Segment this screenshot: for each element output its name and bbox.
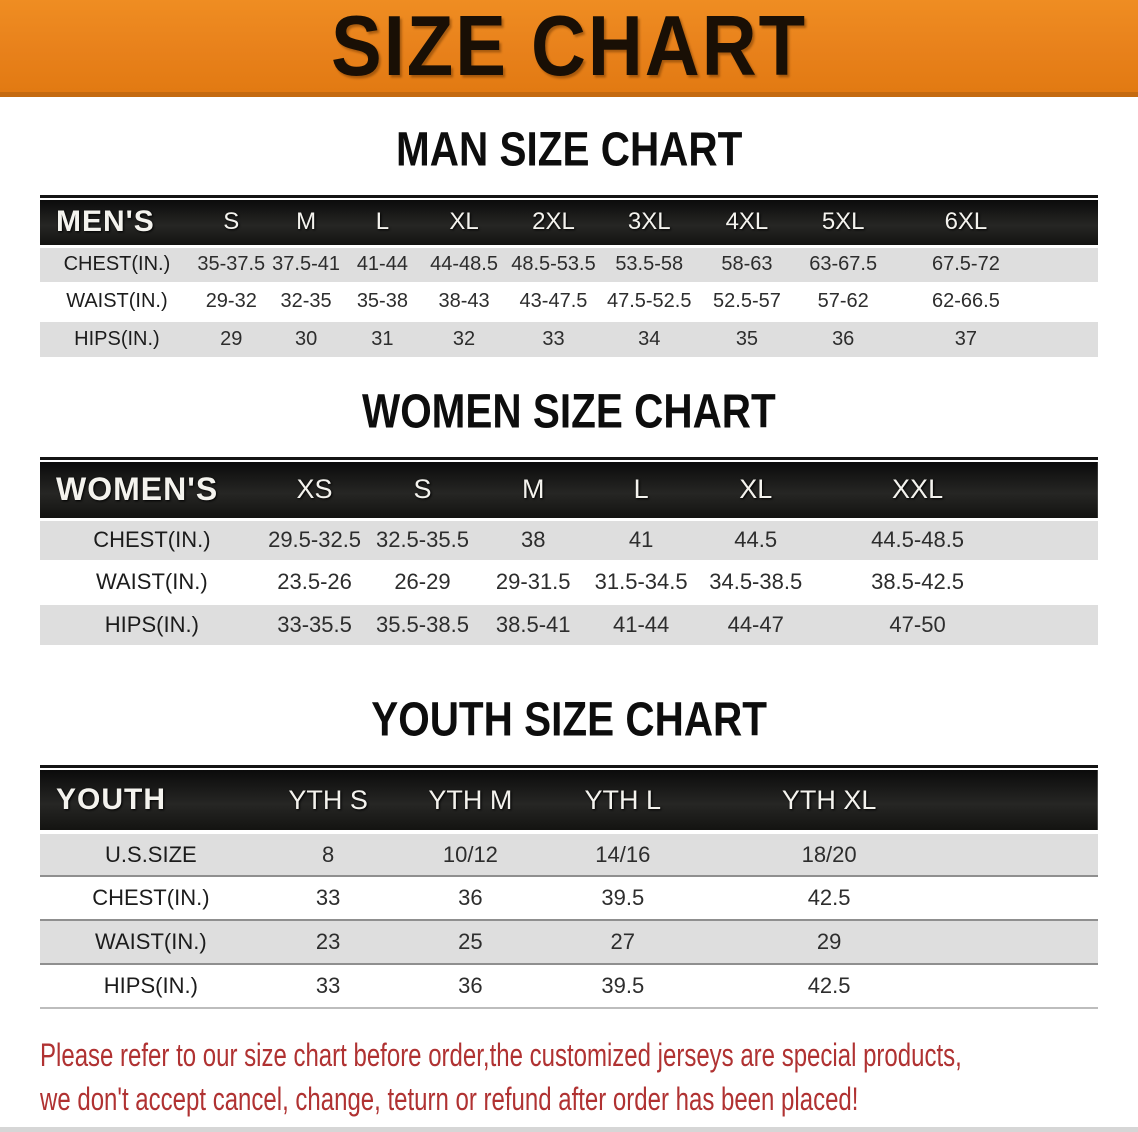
men-section-title: MAN SIZE CHART (395, 122, 743, 177)
row-label: WAIST(IN.) (96, 569, 208, 594)
size-value-cell: 29 (816, 929, 842, 954)
row-label: WAIST(IN.) (95, 929, 207, 954)
size-value-cell: 34 (638, 327, 661, 350)
youth-size-chart-section (0, 692, 1138, 1009)
row-label: CHEST(IN.) (63, 253, 171, 275)
row-label: CHEST(IN.) (93, 527, 211, 552)
size-value-cell: 44.5-48.5 (871, 527, 965, 552)
size-value-cell: 34.5-38.5 (709, 569, 803, 594)
size-value-cell: 33 (542, 327, 565, 350)
size-column-header: YTH S (288, 784, 368, 815)
size-value-cell: 42.5 (807, 973, 851, 998)
size-column-header: L (633, 474, 649, 505)
table-header-row (40, 770, 1098, 832)
size-value-cell: 31 (371, 327, 394, 350)
size-value-cell: 14/16 (595, 841, 651, 867)
scan-edge-strip (0, 1127, 1138, 1132)
size-value-cell: 23.5-26 (277, 569, 352, 594)
size-value-cell: 39.5 (601, 885, 645, 910)
women-size-chart-section (0, 384, 1138, 645)
size-value-cell: 41-44 (356, 253, 408, 275)
measurement-row (40, 561, 1098, 603)
table-header-row (40, 200, 1098, 246)
size-value-cell: 41 (628, 527, 654, 552)
banner-title: SIZE CHART (331, 0, 807, 94)
size-value-cell: 32 (452, 327, 476, 350)
disclaimer-line-2: we don't accept cancel, change, teturn or refund after order has been placed! (40, 1081, 859, 1118)
size-value-cell: 27 (610, 929, 636, 954)
size-value-cell: 53.5-58 (615, 253, 684, 275)
size-value-cell: 52.5-57 (713, 290, 781, 312)
size-column-header: XL (739, 474, 773, 505)
youth-size-table-wrap (40, 765, 1098, 1009)
row-label: CHEST(IN.) (92, 885, 210, 910)
size-value-cell: 35-37.5 (197, 253, 266, 275)
table-header-row (40, 462, 1098, 519)
women-size-table (40, 462, 1098, 645)
measurement-row (40, 320, 1098, 357)
size-column-header: YTH XL (781, 784, 877, 815)
women-size-table-wrap (40, 457, 1098, 645)
size-value-cell: 30 (294, 327, 318, 350)
size-value-cell: 48.5-53.5 (511, 253, 596, 275)
men-size-table (40, 200, 1098, 357)
size-value-cell: 67.5-72 (931, 253, 1000, 275)
size-value-cell: 44.5 (734, 527, 778, 552)
size-value-cell: 10/12 (442, 841, 498, 867)
size-value-cell: 37 (954, 327, 978, 350)
size-column-header: M (521, 474, 545, 505)
size-value-cell: 32-35 (280, 290, 332, 312)
women-section-title: WOMEN SIZE CHART (362, 384, 776, 439)
size-value-cell: 43-47.5 (519, 290, 588, 312)
size-value-cell: 44-48.5 (430, 253, 498, 275)
size-value-cell: 47.5-52.5 (606, 290, 692, 312)
men-size-chart-section (0, 122, 1138, 357)
table-title-cell: MEN'S (56, 205, 155, 239)
row-label: HIPS(IN.) (103, 973, 198, 998)
size-chart-banner (0, 0, 1138, 97)
size-value-cell: 33 (315, 973, 341, 998)
size-column-header: 3XL (627, 208, 671, 236)
size-value-cell: 63-67.5 (809, 253, 878, 275)
size-column-header: YTH L (584, 784, 662, 815)
size-column-header: 6XL (944, 208, 988, 236)
size-value-cell: 36 (458, 885, 483, 910)
size-value-cell: 33 (315, 885, 341, 910)
size-value-cell: 8 (321, 841, 335, 867)
size-value-cell: 38-43 (438, 290, 490, 312)
measurement-row (40, 920, 1098, 964)
size-column-header: XS (296, 474, 333, 505)
table-title-cell: YOUTH (56, 783, 166, 816)
size-value-cell: 62-66.5 (931, 290, 1000, 312)
size-value-cell: 42.5 (807, 885, 851, 910)
size-value-cell: 25 (458, 929, 483, 954)
size-column-header: 2XL (532, 208, 575, 236)
size-column-header: YTH M (428, 784, 513, 815)
order-disclaimer (40, 1033, 962, 1121)
row-label: U.S.SIZE (105, 841, 197, 867)
size-value-cell: 32.5-35.5 (375, 527, 469, 552)
size-value-cell: 58-63 (721, 253, 773, 275)
row-label: HIPS(IN.) (104, 611, 199, 637)
size-value-cell: 38.5-41 (495, 611, 571, 637)
measurement-row (40, 246, 1098, 283)
measurement-row (40, 283, 1098, 320)
size-column-header: 4XL (725, 208, 769, 236)
measurement-row (40, 876, 1098, 920)
size-column-header: L (375, 208, 390, 236)
size-column-header: M (296, 208, 317, 236)
measurement-row (40, 519, 1098, 561)
size-column-header: S (223, 208, 240, 236)
measurement-row (40, 964, 1098, 1008)
youth-section-title: YOUTH SIZE CHART (371, 692, 767, 747)
size-value-cell: 38.5-42.5 (871, 569, 965, 594)
size-value-cell: 57-62 (817, 290, 869, 312)
size-value-cell: 36 (832, 327, 855, 350)
size-value-cell: 47-50 (889, 611, 946, 637)
size-value-cell: 29.5-32.5 (268, 527, 362, 552)
table-title-cell: WOMEN'S (56, 471, 219, 508)
size-value-cell: 23 (315, 929, 341, 954)
size-value-cell: 35.5-38.5 (375, 611, 469, 637)
size-value-cell: 29-32 (205, 290, 257, 312)
youth-size-table (40, 770, 1098, 1009)
size-column-header: 5XL (821, 208, 865, 236)
size-value-cell: 35-38 (356, 290, 408, 312)
size-column-header: XXL (892, 474, 944, 505)
size-column-header: S (413, 474, 432, 505)
size-value-cell: 33-35.5 (277, 611, 352, 637)
size-value-cell: 36 (458, 973, 483, 998)
size-value-cell: 38 (520, 527, 546, 552)
size-value-cell: 29-31.5 (495, 569, 571, 594)
row-label: WAIST(IN.) (66, 290, 168, 312)
size-value-cell: 37.5-41 (272, 253, 341, 275)
row-label: HIPS(IN.) (74, 327, 160, 350)
size-value-cell: 44-47 (727, 611, 784, 637)
size-value-cell: 31.5-34.5 (594, 569, 688, 594)
size-column-header: XL (449, 208, 479, 236)
size-value-cell: 39.5 (601, 973, 645, 998)
size-value-cell: 35 (735, 327, 759, 350)
disclaimer-line-1: Please refer to our size chart before order,the customized jerseys are special products, (40, 1037, 962, 1073)
size-value-cell: 29 (220, 327, 243, 350)
measurement-row (40, 832, 1098, 876)
size-value-cell: 18/20 (801, 841, 857, 867)
size-value-cell: 41-44 (612, 611, 670, 637)
men-size-table-wrap (40, 195, 1098, 357)
size-value-cell: 26-29 (394, 569, 451, 594)
measurement-row (40, 603, 1098, 645)
